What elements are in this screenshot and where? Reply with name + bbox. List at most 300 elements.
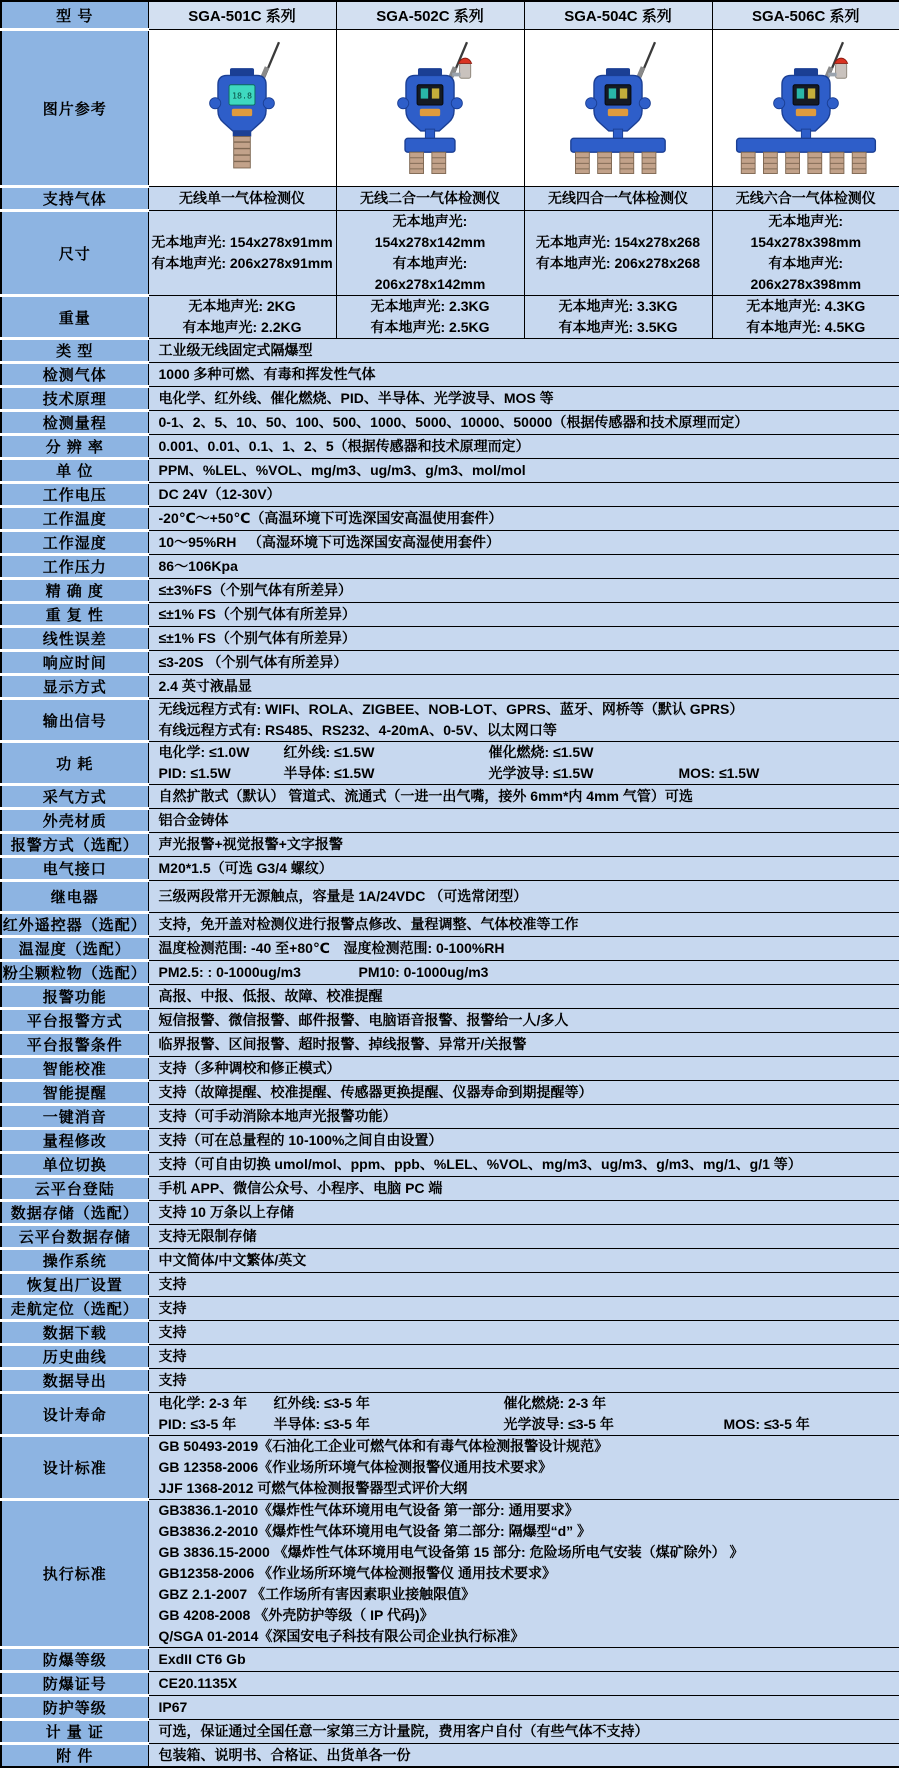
spec-value-cell: [148, 1033, 899, 1057]
spec-value-segment: 温度检测范围: -40 至+80℃: [159, 938, 344, 959]
spec-value-cell: [148, 1177, 899, 1201]
spec-value-segment: 支持（可自由切换 umol/mol、ppm、ppb、%LEL、%VOL、mg/m3、ug/m3、g/m3、mg/1、g/1 等）: [159, 1154, 802, 1175]
spec-row: [1, 675, 899, 699]
row-label: 云平台数据存储: [1, 1225, 148, 1249]
spec-value-cell: [148, 627, 899, 651]
spec-value-segment: 支持: [159, 1274, 187, 1295]
product-value-cell: [336, 211, 524, 296]
spec-value-cell: [148, 651, 899, 675]
spec-row: [1, 459, 899, 483]
spec-value-segment: 支持 10 万条以上存储: [159, 1202, 294, 1223]
spec-value-cell: [148, 363, 899, 387]
row-label: 防护等级: [1, 1696, 148, 1720]
spec-row: [1, 1297, 899, 1321]
row-label: 操作系统: [1, 1249, 148, 1273]
spec-value-line: [149, 1745, 899, 1766]
spec-row: [1, 1369, 899, 1393]
spec-value-segment: GB 50493-2019《石油化工企业可燃气体和有毒气体检测报警设计规范》: [159, 1436, 609, 1457]
spec-value-segment: MOS: ≤1.5W: [679, 763, 760, 784]
spec-value-segment: PID: ≤3-5 年: [159, 1414, 274, 1435]
row-label: 温湿度（选配）: [1, 937, 148, 961]
spec-value-line: [149, 1250, 899, 1271]
spec-value-cell: [148, 833, 899, 857]
product-value-cell: [524, 296, 712, 339]
row-label: 工作电压: [1, 483, 148, 507]
spec-value-line: [149, 1521, 899, 1542]
sga-504c-detector-image: [532, 31, 704, 181]
spec-row: [1, 833, 899, 857]
spec-row: [1, 507, 899, 531]
spec-value-cell: [148, 1105, 899, 1129]
spec-value-cell: [148, 387, 899, 411]
spec-row: [1, 881, 899, 913]
spec-value-segment: 无线远程方式有: WIFI、ROLA、ZIGBEE、NOB-LOT、GPRS、蓝牙、网桥等（默认 GPRS）: [159, 699, 744, 720]
spec-value-segment: 铝合金铸体: [159, 810, 229, 831]
spec-value-line: [149, 1034, 899, 1055]
spec-value-cell: [148, 1696, 899, 1720]
row-label: 走航定位（选配）: [1, 1297, 148, 1321]
product-value-line: 有本地声光: 206x278x398mm: [713, 253, 899, 295]
spec-value-line: [149, 364, 899, 385]
spec-value-segment: 红外线: ≤3-5 年: [274, 1393, 504, 1414]
spec-value-segment: 声光报警+视觉报警+文字报警: [159, 834, 343, 855]
row-label: 报警方式（选配）: [1, 833, 148, 857]
row-label: 显示方式: [1, 675, 148, 699]
spec-value-segment: GB 4208-2008 《外壳防护等级（ IP 代码)》: [159, 1605, 434, 1626]
spec-value-cell: [148, 1297, 899, 1321]
spec-value-line: [149, 556, 899, 577]
spec-value-cell: [148, 985, 899, 1009]
spec-row: [1, 985, 899, 1009]
svg-text:18.8: 18.8: [232, 90, 252, 100]
row-label: 智能校准: [1, 1057, 148, 1081]
spec-value-line: [149, 1322, 899, 1343]
spec-value-cell: [148, 1744, 899, 1768]
product-value-line: 无线四合一气体检测仪: [525, 188, 712, 209]
row-label: 单 位: [1, 459, 148, 483]
spec-value-line: [149, 652, 899, 673]
spec-value-cell: [148, 1225, 899, 1249]
spec-value-cell: [148, 785, 899, 809]
product-value-line: 无本地声光: 2.3KG: [337, 296, 524, 317]
spec-value-segment: 电化学: ≤1.0W: [159, 742, 284, 763]
spec-row: [1, 1648, 899, 1672]
row-label: 单位切换: [1, 1153, 148, 1177]
spec-value-cell: [148, 1153, 899, 1177]
row-label: 精 确 度: [1, 579, 148, 603]
spec-value-segment: 0.001、0.01、0.1、1、2、5（根据传感器和技术原理而定）: [159, 436, 530, 457]
spec-value-line: [149, 1202, 899, 1223]
row-label: 智能提醒: [1, 1081, 148, 1105]
spec-value-line: [149, 1605, 899, 1626]
row-label: 数据下载: [1, 1321, 148, 1345]
product-image-cell: [524, 30, 712, 187]
spec-value-segment: PPM、%LEL、%VOL、mg/m3、ug/m3、g/m3、mol/mol: [159, 460, 526, 481]
product-value-line: 无本地声光: 154x278x268: [525, 232, 712, 253]
spec-value-segment: PM10: 0-1000ug/m3: [359, 962, 489, 983]
spec-value-segment: 湿度检测范围: 0-100%RH: [344, 938, 505, 959]
model-header-cell-3: SGA-504C 系列: [524, 1, 712, 30]
row-label: 响应时间: [1, 651, 148, 675]
spec-value-segment: Q/SGA 01-2014《深国安电子科技有限公司企业执行标准》: [159, 1626, 525, 1647]
spec-value-line: [149, 858, 899, 879]
product-value-cell: [712, 187, 899, 211]
row-label: 防爆证号: [1, 1672, 148, 1696]
row-label: 重量: [1, 296, 148, 339]
spec-row: [1, 1321, 899, 1345]
product-value-cell: [336, 187, 524, 211]
spec-value-cell: [148, 937, 899, 961]
spec-row: [1, 1672, 899, 1696]
spec-row: [1, 809, 899, 833]
spec-row: [1, 1129, 899, 1153]
spec-value-line: [149, 699, 899, 720]
product-value-line: 有本地声光: 206x278x268: [525, 253, 712, 274]
spec-value-segment: JJF 1368-2012 可燃气体检测报警器型式评价大纲: [159, 1478, 468, 1499]
spec-value-segment: GB 3836.15-2000 《爆炸性气体环境用电气设备第 15 部分: 危险场所电气安装（煤矿除外） 》: [159, 1542, 744, 1563]
spec-value-cell: [148, 1369, 899, 1393]
row-label: 平台报警条件: [1, 1033, 148, 1057]
row-label: 重 复 性: [1, 603, 148, 627]
product-value-line: 无本地声光: 2KG: [149, 296, 336, 317]
spec-value-line: [149, 1697, 899, 1718]
spec-row: [1, 1177, 899, 1201]
spec-value-segment: 支持: [159, 1322, 187, 1343]
spec-value-line: [149, 388, 899, 409]
spec-value-line: [149, 628, 899, 649]
spec-row: [1, 579, 899, 603]
spec-value-cell: [148, 483, 899, 507]
product-value-cell: [712, 296, 899, 339]
spec-value-line: [149, 1274, 899, 1295]
model-header-label: 型 号: [1, 1, 148, 30]
spec-row: [1, 785, 899, 809]
spec-row: [1, 1009, 899, 1033]
spec-row: [1, 339, 899, 363]
row-label: 工作温度: [1, 507, 148, 531]
spec-value-line: [149, 1226, 899, 1247]
product-row: [1, 211, 899, 296]
spec-value-line: [149, 1298, 899, 1319]
spec-value-segment: 自然扩散式（默认） 管道式、流通式（一进一出气嘴，接外 6mm*内 4mm 气管）可选: [159, 786, 693, 807]
model-header-cell-1: SGA-501C 系列: [148, 1, 336, 30]
row-label: 采气方式: [1, 785, 148, 809]
spec-value-segment: 10～95%RH （高湿环境下可选深国安高湿使用套件）: [159, 532, 500, 553]
spec-value-segment: MOS: ≤3-5 年: [724, 1414, 810, 1435]
spec-row: [1, 1225, 899, 1249]
spec-value-segment: 86～106Kpa: [159, 556, 238, 577]
spec-row: [1, 483, 899, 507]
spec-value-cell: [148, 1321, 899, 1345]
spec-value-cell: [148, 1081, 899, 1105]
spec-row: [1, 627, 899, 651]
spec-value-line: [149, 1626, 899, 1647]
spec-value-line: [149, 1346, 899, 1367]
spec-value-cell: [148, 1500, 899, 1648]
row-label: 粉尘颗粒物（选配）: [1, 961, 148, 985]
spec-row: [1, 1201, 899, 1225]
spec-value-segment: CE20.1135X: [159, 1673, 238, 1694]
row-label: 设计寿命: [1, 1393, 148, 1436]
product-value-cell: [712, 211, 899, 296]
spec-value-segment: 红外线: ≤1.5W: [284, 742, 489, 763]
spec-value-cell: [148, 1393, 899, 1436]
spec-value-segment: 手机 APP、微信公众号、小程序、电脑 PC 端: [159, 1178, 443, 1199]
product-row: [1, 296, 899, 339]
spec-value-cell: [148, 339, 899, 363]
spec-value-line: [149, 1010, 899, 1031]
spec-row: [1, 1744, 899, 1768]
spec-value-line: [149, 742, 899, 763]
spec-value-cell: [148, 742, 899, 785]
spec-value-cell: [148, 961, 899, 985]
product-row: [1, 187, 899, 211]
product-value-line: 有本地声光: 206x278x142mm: [337, 253, 524, 295]
row-label: 计 量 证: [1, 1720, 148, 1744]
model-header-cell-4: SGA-506C 系列: [712, 1, 899, 30]
spec-value-cell: [148, 1249, 899, 1273]
spec-value-segment: 临界报警、区间报警、超时报警、掉线报警、异常开/关报警: [159, 1034, 527, 1055]
spec-table-body: [1, 1, 899, 1767]
spec-row: [1, 363, 899, 387]
spec-value-cell: [148, 1201, 899, 1225]
spec-value-cell: [148, 699, 899, 742]
row-label: 线性误差: [1, 627, 148, 651]
spec-row: [1, 651, 899, 675]
spec-value-cell: [148, 1648, 899, 1672]
row-label: 历史曲线: [1, 1345, 148, 1369]
sga-506c-detector-image: [720, 31, 892, 181]
spec-value-cell: [148, 1129, 899, 1153]
row-label: 工作压力: [1, 555, 148, 579]
spec-row: [1, 913, 899, 937]
row-label: 图片参考: [1, 30, 148, 187]
spec-value-line: [149, 508, 899, 529]
spec-value-line: [149, 962, 899, 983]
product-value-line: 无线单一气体检测仪: [149, 188, 336, 209]
row-label: 设计标准: [1, 1436, 148, 1500]
row-label: 恢复出厂设置: [1, 1273, 148, 1297]
spec-value-line: [149, 886, 899, 907]
product-value-cell: [148, 187, 336, 211]
row-label: 报警功能: [1, 985, 148, 1009]
spec-value-line: [149, 810, 899, 831]
spec-value-line: [149, 436, 899, 457]
spec-row: [1, 1153, 899, 1177]
spec-value-segment: ≤±1% FS（个别气体有所差异）: [159, 604, 356, 625]
spec-value-line: [149, 986, 899, 1007]
spec-row: [1, 1273, 899, 1297]
spec-value-line: [149, 1542, 899, 1563]
spec-value-segment: 支持: [159, 1370, 187, 1391]
spec-value-segment: 工业级无线固定式隔爆型: [159, 340, 313, 361]
spec-value-cell: [148, 675, 899, 699]
spec-value-line: [149, 1178, 899, 1199]
spec-value-line: [149, 1130, 899, 1151]
row-label: 云平台登陆: [1, 1177, 148, 1201]
spec-value-segment: 支持（可在总量程的 10-100%之间自由设置）: [159, 1130, 443, 1151]
spec-row: [1, 531, 899, 555]
spec-value-line: [149, 786, 899, 807]
spec-value-cell: [148, 1720, 899, 1744]
product-value-line: 无本地声光: 154x278x142mm: [337, 211, 524, 253]
row-label: 红外遥控器（选配）: [1, 913, 148, 937]
spec-value-line: [149, 1500, 899, 1521]
spec-value-cell: [148, 1057, 899, 1081]
spec-value-line: [149, 460, 899, 481]
spec-value-line: [149, 340, 899, 361]
spec-row: [1, 937, 899, 961]
row-label: 检测量程: [1, 411, 148, 435]
spec-row: [1, 1081, 899, 1105]
spec-value-line: [149, 412, 899, 433]
spec-value-segment: M20*1.5（可选 G3/4 螺纹）: [159, 858, 333, 879]
product-value-line: 无本地声光: 154x278x91mm: [149, 232, 336, 253]
spec-value-cell: [148, 507, 899, 531]
product-value-cell: [148, 296, 336, 339]
row-label: 执行标准: [1, 1500, 148, 1648]
spec-value-line: [149, 1082, 899, 1103]
spec-value-segment: GB12358-2006 《作业场所环境气体检测报警仪 通用技术要求》: [159, 1563, 557, 1584]
spec-value-segment: 中文简体/中文繁体/英文: [159, 1250, 307, 1271]
row-label: 支持气体: [1, 187, 148, 211]
product-value-cell: [336, 296, 524, 339]
spec-value-line: [149, 484, 899, 505]
spec-value-line: [149, 763, 899, 784]
spec-row: [1, 603, 899, 627]
row-label: 防爆等级: [1, 1648, 148, 1672]
spec-value-segment: 包装箱、说明书、合格证、出货单各一份: [159, 1745, 411, 1766]
product-value-line: 无线二合一气体检测仪: [337, 188, 524, 209]
spec-value-segment: 催化燃烧: ≤1.5W: [489, 742, 594, 763]
spec-value-segment: 可选，保证通过全国任意一家第三方计量院，费用客户自付（有些气体不支持）: [159, 1721, 649, 1742]
product-value-cell: [524, 211, 712, 296]
row-label: 继电器: [1, 881, 148, 913]
spec-value-segment: -20℃～+50℃（高温环境下可选深国安高温使用套件）: [159, 508, 503, 529]
row-label: 附 件: [1, 1744, 148, 1768]
spec-value-line: [149, 580, 899, 601]
spec-value-segment: 支持（故障提醒、校准提醒、传感器更换提醒、仪器寿命到期提醒等）: [159, 1082, 593, 1103]
row-label: 检测气体: [1, 363, 148, 387]
spec-value-cell: [148, 1009, 899, 1033]
spec-value-cell: [148, 1273, 899, 1297]
product-value-line: 有本地声光: 2.5KG: [337, 317, 524, 338]
spec-row: [1, 1105, 899, 1129]
product-value-line: 无本地声光: 154x278x398mm: [713, 211, 899, 253]
spec-value-segment: 三级两段常开无源触点，容量是 1A/24VDC （可选常闭型）: [159, 886, 528, 907]
spec-value-line: [149, 938, 899, 959]
row-label: 平台报警方式: [1, 1009, 148, 1033]
spec-value-line: [149, 1721, 899, 1742]
spec-value-line: [149, 676, 899, 697]
spec-row: [1, 699, 899, 742]
spec-value-cell: [148, 579, 899, 603]
product-value-cell: [148, 211, 336, 296]
spec-value-cell: [148, 555, 899, 579]
spec-value-line: [149, 834, 899, 855]
sga-502c-detector-image: [344, 31, 516, 181]
model-header-cell-2: SGA-502C 系列: [336, 1, 524, 30]
spec-value-segment: GB3836.2-2010《爆炸性气体环境用电气设备 第二部分: 隔爆型“d” 》: [159, 1521, 592, 1542]
row-label: 功 耗: [1, 742, 148, 785]
spec-value-line: [149, 1457, 899, 1478]
spec-row: [1, 411, 899, 435]
spec-value-segment: 光学波导: ≤3-5 年: [504, 1414, 724, 1435]
spec-value-line: [149, 532, 899, 553]
spec-value-segment: 支持无限制存储: [159, 1226, 257, 1247]
spec-value-segment: IP67: [159, 1697, 188, 1718]
spec-row: [1, 1696, 899, 1720]
spec-value-line: [149, 1436, 899, 1457]
spec-value-line: [149, 1478, 899, 1499]
product-value-line: 无线六合一气体检测仪: [713, 188, 899, 209]
spec-value-cell: [148, 435, 899, 459]
product-value-line: 有本地声光: 206x278x91mm: [149, 253, 336, 274]
row-label: 一键消音: [1, 1105, 148, 1129]
spec-value-line: [149, 1058, 899, 1079]
spec-value-segment: 支持: [159, 1298, 187, 1319]
spec-value-cell: [148, 1436, 899, 1500]
row-label: 分 辨 率: [1, 435, 148, 459]
product-image-cell: [336, 30, 524, 187]
product-image-cell: [148, 30, 336, 187]
spec-value-segment: ≤3-20S （个别气体有所差异）: [159, 652, 348, 673]
spec-value-segment: ≤±1% FS（个别气体有所差异）: [159, 628, 356, 649]
spec-row: [1, 1345, 899, 1369]
spec-value-cell: [148, 1672, 899, 1696]
spec-value-segment: 催化燃烧: 2-3 年: [504, 1393, 607, 1414]
spec-value-cell: [148, 603, 899, 627]
spec-value-line: [149, 1414, 899, 1435]
row-label: 外壳材质: [1, 809, 148, 833]
spec-value-cell: [148, 411, 899, 435]
row-label: 量程修改: [1, 1129, 148, 1153]
spec-value-segment: ExdII CT6 Gb: [159, 1649, 246, 1670]
model-header-row: [1, 1, 899, 30]
spec-value-cell: [148, 881, 899, 913]
spec-row: [1, 742, 899, 785]
spec-row: [1, 555, 899, 579]
spec-row: [1, 1720, 899, 1744]
spec-value-cell: [148, 531, 899, 555]
row-label: 数据存储（选配）: [1, 1201, 148, 1225]
spec-value-segment: PID: ≤1.5W: [159, 763, 284, 784]
spec-row: [1, 435, 899, 459]
spec-value-cell: [148, 857, 899, 881]
spec-value-segment: 有线远程方式有: RS485、RS232、4-20mA、0-5V、以太网口等: [159, 720, 557, 741]
spec-value-segment: 高报、中报、低报、故障、校准提醒: [159, 986, 383, 1007]
product-value-line: 有本地声光: 4.5KG: [713, 317, 899, 338]
spec-value-line: [149, 720, 899, 741]
spec-value-line: [149, 1673, 899, 1694]
spec-row: [1, 961, 899, 985]
spec-row: [1, 1393, 899, 1436]
spec-row: [1, 1249, 899, 1273]
spec-value-segment: GBZ 2.1-2007 《工作场所有害因素职业接触限值》: [159, 1584, 476, 1605]
spec-value-line: [149, 1370, 899, 1391]
row-label: 类 型: [1, 339, 148, 363]
spec-value-segment: PM2.5: : 0-1000ug/m3: [159, 962, 359, 983]
spec-value-cell: [148, 1345, 899, 1369]
spec-row: [1, 1057, 899, 1081]
row-label: 技术原理: [1, 387, 148, 411]
spec-value-segment: 支持（可手动消除本地声光报警功能）: [159, 1106, 397, 1127]
spec-value-line: [149, 1649, 899, 1670]
spec-value-line: [149, 914, 899, 935]
row-label: 数据导出: [1, 1369, 148, 1393]
spec-value-segment: 支持，免开盖对检测仪进行报警点修改、量程调整、气体校准等工作: [159, 914, 579, 935]
image-reference-row: [1, 30, 899, 187]
